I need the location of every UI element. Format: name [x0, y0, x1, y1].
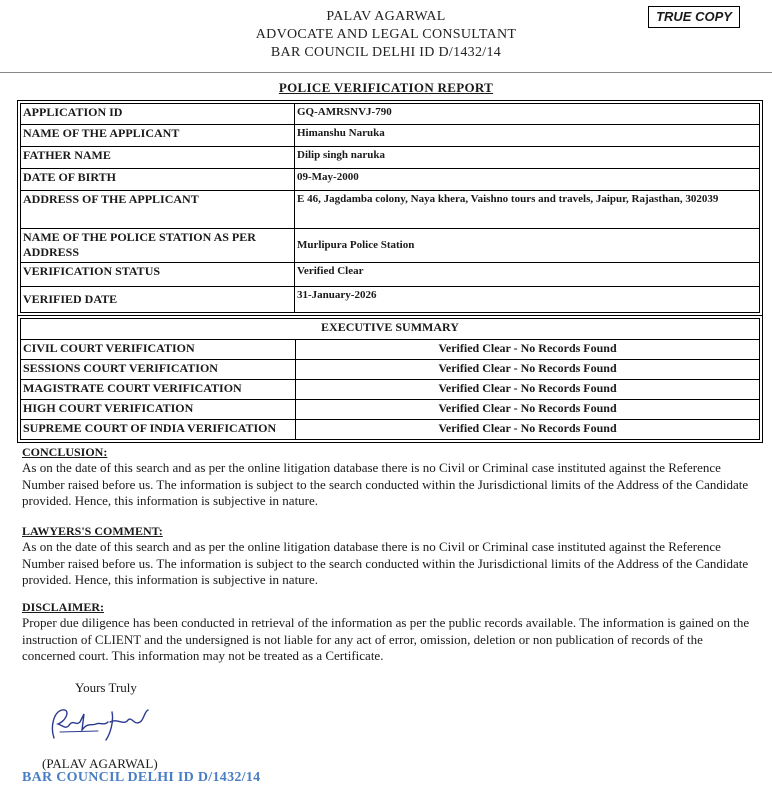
table-row	[21, 287, 760, 313]
detail-value: 09-May-2000	[295, 169, 760, 191]
summary-label: SUPREME COURT OF INDIA VERIFICATION	[21, 420, 296, 440]
detail-value: 31-January-2026	[295, 287, 760, 313]
detail-label: VERIFICATION STATUS	[21, 263, 295, 287]
closing-salutation: Yours Truly	[75, 680, 137, 695]
conclusion-section	[22, 445, 752, 510]
lawyers-comment-body: As on the date of this search and as per the online litigation database there is no Civil or Criminal case instituted against the Reference Number raised before us. The information is subject to the search conducted within the Jurisdictional limits of the Address of the Candidate provided. Hence, this information is subjective in nature.	[22, 539, 749, 587]
table-row	[21, 263, 760, 287]
table-row	[21, 104, 760, 125]
detail-value: E 46, Jagdamba colony, Naya khera, Vaishno tours and travels, Jaipur, Rajasthan, 302039	[295, 191, 760, 229]
summary-value: Verified Clear - No Records Found	[296, 420, 760, 440]
table-row	[21, 229, 760, 263]
summary-heading: EXECUTIVE SUMMARY	[21, 319, 760, 340]
summary-label: CIVIL COURT VERIFICATION	[21, 340, 296, 360]
detail-label: APPLICATION ID	[21, 104, 295, 125]
summary-value: Verified Clear - No Records Found	[296, 340, 760, 360]
table-row	[21, 360, 760, 380]
detail-value: GQ-AMRSNVJ-790	[295, 104, 760, 125]
detail-label: NAME OF THE APPLICANT	[21, 125, 295, 147]
advocate-name: PALAV AGARWAL	[326, 9, 446, 24]
table-header-row	[21, 319, 760, 340]
detail-label: VERIFIED DATE	[21, 287, 295, 313]
summary-value: Verified Clear - No Records Found	[296, 380, 760, 400]
detail-value: Murlipura Police Station	[295, 229, 760, 263]
table-row	[21, 380, 760, 400]
summary-value: Verified Clear - No Records Found	[296, 400, 760, 420]
summary-label: MAGISTRATE COURT VERIFICATION	[21, 380, 296, 400]
conclusion-body: As on the date of this search and as per the online litigation database there is no Civil or Criminal case instituted against the Reference Number raised before us. The information is subject to the search conducted within the Jurisdictional limits of the Address of the Candidate provided. Hence, this information is subjective in nature.	[22, 460, 749, 508]
detail-value: Dilip singh naruka	[295, 147, 760, 169]
report-title: POLICE VERIFICATION REPORT	[278, 80, 494, 95]
executive-summary-table	[20, 318, 760, 440]
detail-label: DATE OF BIRTH	[21, 169, 295, 191]
table-row	[21, 125, 760, 147]
table-row	[21, 420, 760, 440]
bar-council-id: BAR COUNCIL DELHI ID D/1432/14	[270, 45, 502, 60]
table-row	[21, 340, 760, 360]
advocate-title: ADVOCATE AND LEGAL CONSULTANT	[255, 27, 517, 42]
detail-value: Himanshu Naruka	[295, 125, 760, 147]
lawyers-comment-title: LAWYERS'S COMMENT:	[22, 524, 163, 538]
handwritten-signature	[40, 700, 160, 750]
detail-value: Verified Clear	[295, 263, 760, 287]
summary-label: SESSIONS COURT VERIFICATION	[21, 360, 296, 380]
table-row	[21, 169, 760, 191]
lawyers-comment-section	[22, 524, 752, 589]
footer-bar-council-id: BAR COUNCIL DELHI ID D/1432/14	[22, 770, 261, 785]
signatory-name: (PALAV AGARWAL)	[42, 756, 158, 771]
true-copy-stamp: TRUE COPY	[648, 6, 740, 28]
table-row	[21, 191, 760, 229]
disclaimer-title: DISCLAIMER:	[22, 600, 105, 614]
detail-label: NAME OF THE POLICE STATION AS PER ADDRESS	[21, 229, 295, 263]
applicant-details-table	[20, 103, 760, 313]
detail-label: ADDRESS OF THE APPLICANT	[21, 191, 295, 229]
detail-label: FATHER NAME	[21, 147, 295, 169]
disclaimer-section	[22, 600, 752, 665]
summary-value: Verified Clear - No Records Found	[296, 360, 760, 380]
header-divider	[0, 72, 772, 73]
summary-label: HIGH COURT VERIFICATION	[21, 400, 296, 420]
table-row	[21, 400, 760, 420]
conclusion-title: CONCLUSION:	[22, 445, 108, 459]
disclaimer-body: Proper due diligence has been conducted in retrieval of the information as per the public records available. The information is gained on the instruction of CLIENT and the undersigned is not liable for any act of error, omission, deletion or non publication of records of the concerned court. This information may not be treated as a Certificate.	[22, 615, 750, 663]
table-row	[21, 147, 760, 169]
